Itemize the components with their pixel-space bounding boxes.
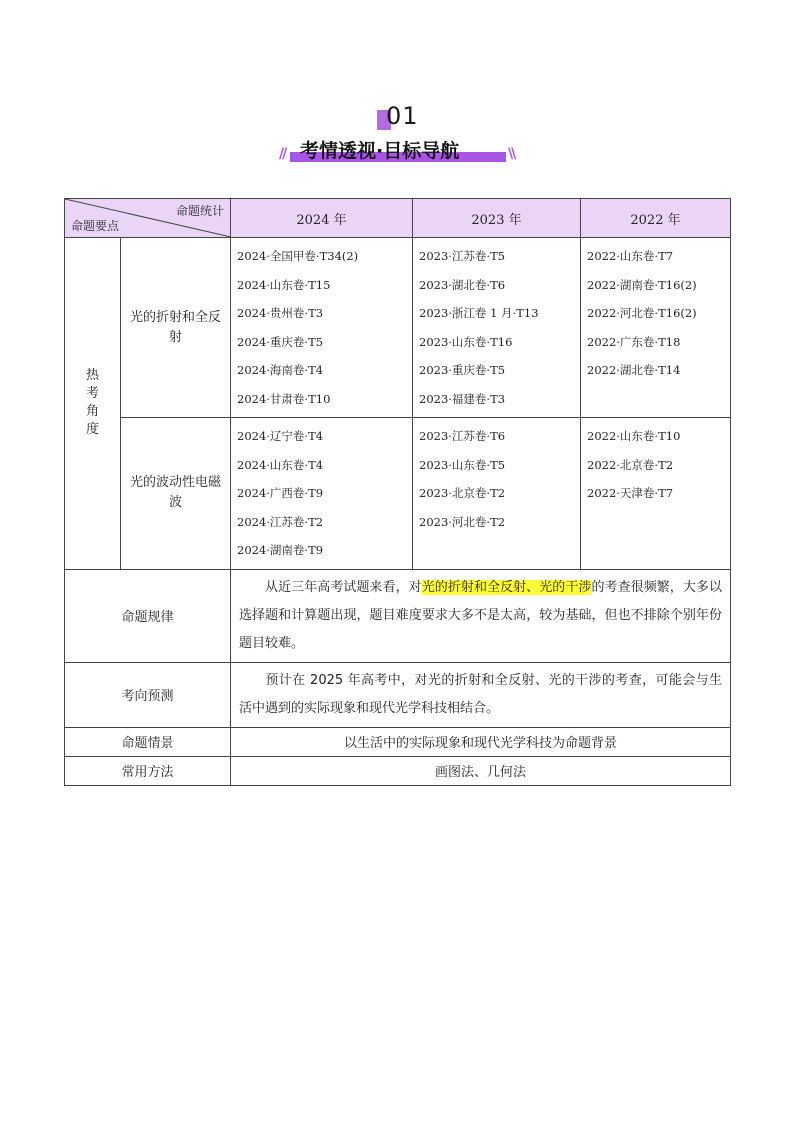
refraction-2024-list [231,238,413,418]
list-item: 2022·广东卷·T18 [587,334,681,349]
forecast-label: 考向预测 [65,662,231,727]
context-label: 命题情景 [65,727,231,756]
list-item: 2024·山东卷·T4 [237,457,324,472]
corner-label-points: 命题要点 [71,219,120,233]
list-item: 2023·湖北卷·T6 [419,277,506,292]
list-item: 2023·重庆卷·T5 [419,363,506,377]
method-label: 常用方法 [65,756,231,785]
diagonal-corner-cell [65,199,231,238]
wave-2024-list [231,418,413,570]
section-header [0,100,794,170]
list-item: 2022·山东卷·T7 [587,249,674,263]
list-item: 2023·福建卷·T3 [419,391,506,406]
year-header-2024: 2024 年 [231,199,413,238]
list-item: 2022·湖南卷·T16(2) [587,277,697,292]
list-item: 2024·贵州卷·T3 [237,306,324,320]
rule-text: 从近三年高考试题来看，对光的折射和全反射、光的干涉的考查很频繁，大多以选择题和计算题出现，题目难度要求大多不是太高，较为基础，但也不排除个别年份题目较难。 [231,569,731,662]
method-row [65,756,731,785]
wave-2023-list [413,418,581,570]
list-item: 2023·江苏卷·T5 [419,249,506,263]
list-item: 2022·河北卷·T16(2) [587,306,697,320]
year-header-2023: 2023 年 [413,199,581,238]
list-item: 2024·海南卷·T4 [237,363,324,377]
refraction-2022-list [581,238,731,418]
table-header-row [65,199,731,238]
list-item: 2024·山东卷·T15 [237,277,331,292]
list-item: 2024·江苏卷·T2 [237,514,324,529]
list-item: 2023·浙江卷 1 月·T13 [419,306,539,320]
rule-row [65,569,731,662]
forecast-text: 预计在 2025 年高考中，对光的折射和全反射、光的干涉的考查，可能会与生活中遇到的实际现象和现代光学科技相结合。 [231,662,731,727]
list-item: 2023·江苏卷·T6 [419,429,506,443]
list-item: 2024·辽宁卷·T4 [237,429,324,443]
topic-row-refraction [65,238,731,418]
forecast-row [65,662,731,727]
topic-name-refraction: 光的折射和全反射 [121,238,231,418]
section-title: 考情透视·目标导航 [300,140,460,162]
list-item: 2022·北京卷·T2 [587,457,674,472]
exam-analysis-table [64,198,731,786]
context-text: 以生活中的实际现象和现代光学科技为命题背景 [231,727,731,756]
list-item: 2023·河北卷·T2 [419,514,506,529]
list-item: 2024·重庆卷·T5 [237,334,324,349]
context-row [65,727,731,756]
list-item: 2023·山东卷·T16 [419,334,513,349]
list-item: 2024·全国甲卷·T34(2) [237,249,359,263]
list-item: 2022·山东卷·T10 [587,429,681,443]
highlighted-topics: 光的折射和全反射、光的干涉 [421,579,592,595]
wave-2022-list [581,418,731,570]
list-item: 2024·广西卷·T9 [237,486,324,500]
year-header-2022: 2022 年 [581,199,731,238]
list-item: 2023·山东卷·T5 [419,457,506,472]
list-item: 2024·湖南卷·T9 [237,543,324,557]
rule-label: 命题规律 [65,569,231,662]
list-item: 2024·甘肃卷·T10 [237,391,331,406]
list-item: 2022·湖北卷·T14 [587,363,681,377]
corner-label-stats: 命题统计 [175,204,224,218]
hot-topics-label: 热 考 角 度 [65,238,121,570]
topic-row-wave [65,418,731,570]
right-slash-decoration: \\ [508,146,515,162]
left-slash-decoration: // [279,146,286,162]
topic-name-wave: 光的波动性电磁波 [121,418,231,570]
list-item: 2023·北京卷·T2 [419,486,506,500]
method-text: 画图法、几何法 [231,756,731,785]
list-item: 2022·天津卷·T7 [587,486,674,500]
section-number: 01 [386,102,419,130]
refraction-2023-list [413,238,581,418]
